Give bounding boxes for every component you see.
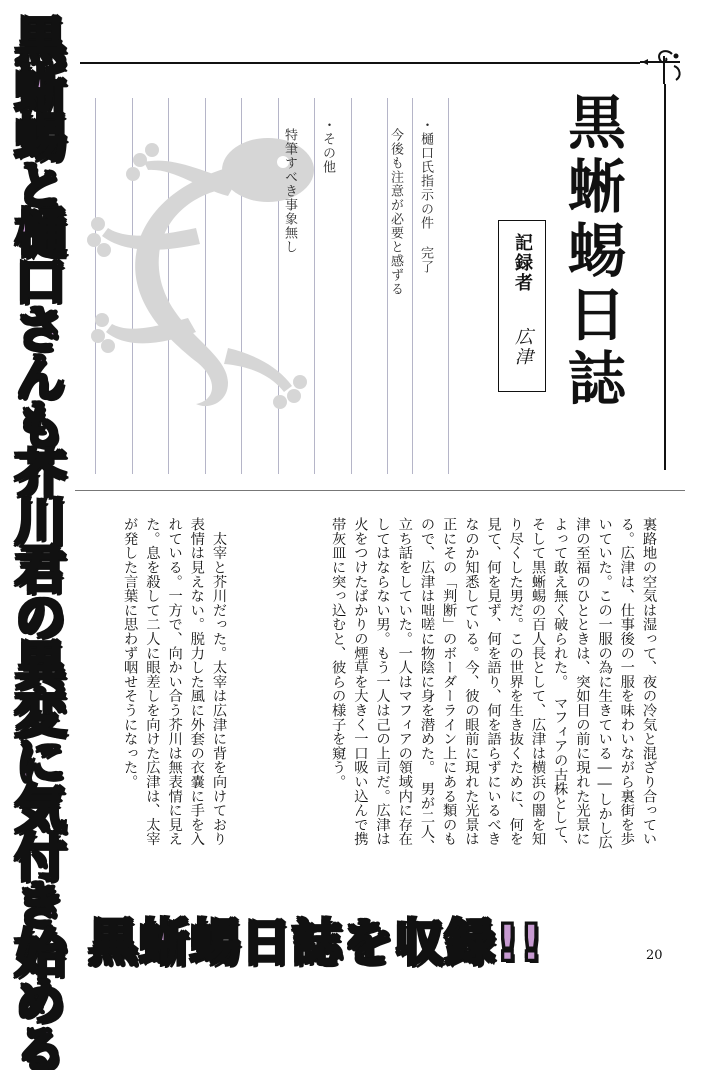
page-number: 20: [646, 948, 663, 963]
recorder-name: 広津: [512, 327, 533, 367]
body-text-upper: 裏路地の空気は湿って、夜の冷気と混ざり合っている。広津は、仕事後の一服を味わいながら裏街を歩いていた。この一服の為に生きている――しかし広津の至福のひとときは、突如目の前に現れた光景によって敢え無く破られた。 マフィアの古株として、そして黒蜥蜴の百人長として、広津は横浜の闇を知り尽くした男だ。この世界を生き抜くために、何を見て、何を見ず、何を語り、何を語らずにいるべきなのか知悉している。今、彼の眼前に現れた光景は正にその「判断」のボーダーライン上にある類のもので、広津は咄嗟に物陰に身を潜めた。 男が二人、立ち話をしていた。一人はマフィアの領域内に存在してはならない男。もう一人は己の上司だ。広津は火をつけたばかりの煙草を大きく一口吸い込んで携帯灰皿に突っ込むと、彼らの様子を窺う。: [330, 517, 657, 854]
recorder-box: [498, 220, 546, 392]
recorder-label: 記録者: [512, 233, 533, 293]
ruled-line: [412, 98, 413, 474]
note-item-1-detail: 今後も注意が必要と感ずる: [388, 128, 403, 296]
note-item-1: ・樋口氏指示の件 完了: [418, 118, 433, 274]
body-text-lower: 太宰と芥川だった。太宰は広津に背を向けており表情は見えない。脱力した風に外套の衣嚢に手を入れている。一方で、向かい合う芥川は無表情に見えた。息を殺して二人に眼差しを向けた広津は、太宰が発した言葉に思わず咽せそうになった。: [122, 517, 227, 846]
page-title: 黒蜥蜴日誌: [558, 92, 626, 412]
note-item-2-detail: 特筆すべき事象無し: [282, 128, 297, 254]
promo-horizontal-headline: 黒蜥蜴日誌を収録!!: [88, 914, 544, 972]
section-divider: [75, 490, 685, 491]
frame-right-line: [664, 84, 666, 470]
ruled-line: [448, 98, 449, 474]
promo-vertical-headline: 黒蜥蜴と樋口さんも芥川君の異変に気付き始める: [5, 14, 65, 1070]
ruled-line: [351, 98, 352, 474]
note-item-2: ・その他: [320, 118, 335, 174]
corner-ornament-icon: [636, 46, 686, 88]
frame-top-line: [80, 62, 640, 64]
